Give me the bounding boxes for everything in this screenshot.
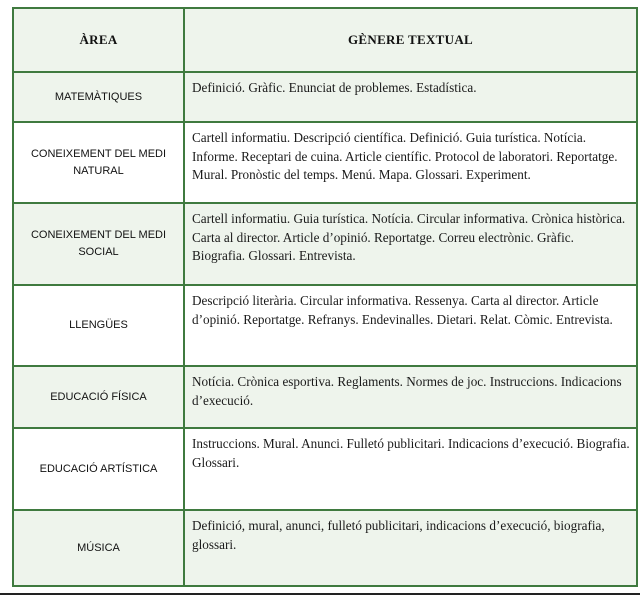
genre-cell: Definició, mural, anunci, fulletó publicitari, indicacions d’execució, biografia, glossari. (184, 510, 637, 586)
table-row (13, 203, 637, 285)
table-row (13, 366, 637, 428)
table-row (13, 72, 637, 122)
header-area: ÀREA (13, 8, 184, 72)
genre-cell: Notícia. Crònica esportiva. Reglaments. Normes de joc. Instruccions. Indicacions d’execució. (184, 366, 637, 428)
genre-cell: Descripció literària. Circular informativa. Ressenya. Carta al director. Article d’opinió. Reportatge. Refranys. Endevinalles. Dietari. Relat. Còmic. Entrevista. (184, 285, 637, 366)
header-genre: GÈNERE TEXTUAL (184, 8, 637, 72)
area-cell: LLENGÜES (13, 285, 184, 366)
genre-cell: Cartell informatiu. Guia turística. Notícia. Circular informativa. Crònica històrica. Carta al director. Article d’opinió. Reportatge. Correu electrònic. Gràfic. Biografia. Glossari. Entrevista. (184, 203, 637, 285)
table-row (13, 510, 637, 586)
table-row (13, 285, 637, 366)
genre-cell: Instruccions. Mural. Anunci. Fulletó publicitari. Indicacions d’execució. Biografia. Glossari. (184, 428, 637, 510)
genre-cell: Definició. Gràfic. Enunciat de problemes. Estadística. (184, 72, 637, 122)
bottom-divider (0, 593, 640, 595)
area-cell: CONEIXEMENT DEL MEDI NATURAL (13, 122, 184, 203)
table-row (13, 122, 637, 203)
table-header-row (13, 8, 637, 72)
area-cell: EDUCACIÓ FÍSICA (13, 366, 184, 428)
area-cell: MATEMÀTIQUES (13, 72, 184, 122)
area-cell: CONEIXEMENT DEL MEDI SOCIAL (13, 203, 184, 285)
area-cell: EDUCACIÓ ARTÍSTICA (13, 428, 184, 510)
genre-table (12, 7, 638, 587)
genre-cell: Cartell informatiu. Descripció científica. Definició. Guia turística. Notícia. Informe. Receptari de cuina. Article científic. Protocol de laboratori. Reportatge. Mural. Pronòstic del temps. Menú. Mapa. Glossari. Experiment. (184, 122, 637, 203)
table-row (13, 428, 637, 510)
area-cell: MÚSICA (13, 510, 184, 586)
